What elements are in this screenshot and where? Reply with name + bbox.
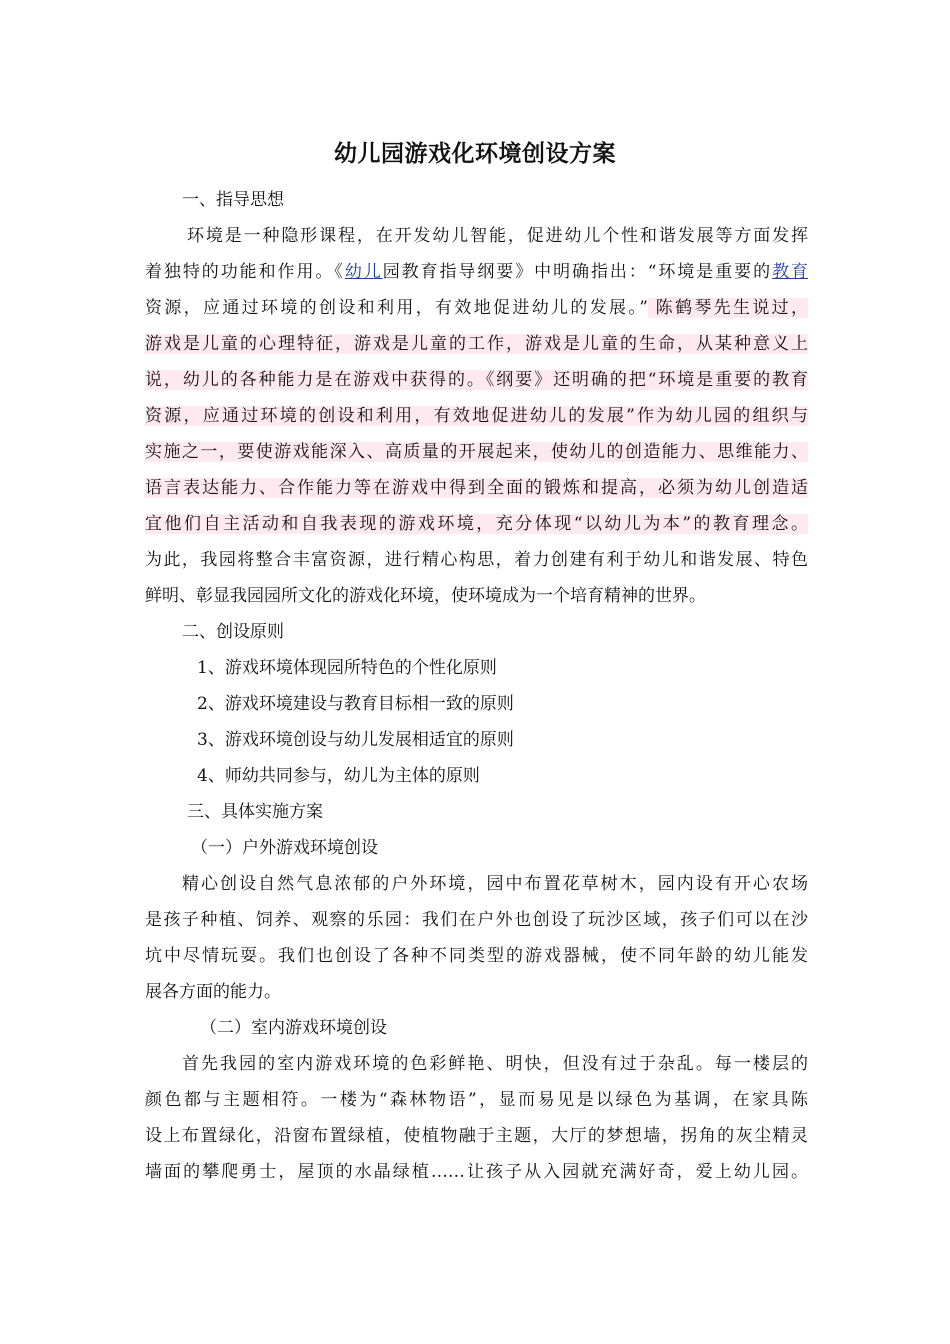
paragraph-line: 是孩子种植、饲养、观察的乐园：我们在户外也创设了玩沙区域，孩子们可以在沙 xyxy=(145,910,808,930)
highlighted-text: 语言表达能力、合作能力等在游戏中得到全面的锻炼和提高，必须为幼儿创造适 xyxy=(145,478,808,498)
section-heading-implementation: 三、具体实施方案 xyxy=(187,802,323,822)
highlighted-text: 陈鹤琴先生说过， xyxy=(647,298,808,318)
highlighted-text: 实施之一，要使游戏能深入、高质量的开展起来，使幼儿的创造能力、思维能力、 xyxy=(145,442,808,462)
hyperlink-youer[interactable]: 幼儿 xyxy=(344,262,383,282)
paragraph-line xyxy=(145,437,808,467)
highlighted-text: 游戏是儿童的心理特征，游戏是儿童的工作，游戏是儿童的生命，从某种意义上 xyxy=(145,334,808,354)
list-item: 2、游戏环境建设与教育目标相一致的原则 xyxy=(197,694,514,714)
text-span: 园教育指导纲要》中明确指出：“环境是重要的 xyxy=(382,262,773,282)
paragraph-line: 为此，我园将整合丰富资源，进行精心构思，着力创建有利于幼儿和谐发展、特色 xyxy=(145,550,808,570)
paragraph-line: 坑中尽情玩耍。我们也创设了各种不同类型的游戏器械，使不同年龄的幼儿能发 xyxy=(145,946,808,966)
section-heading-principles: 二、创设原则 xyxy=(182,622,284,642)
paragraph-line xyxy=(145,257,808,287)
paragraph-line: 墙面的攀爬勇士，屋顶的水晶绿植……让孩子从入园就充满好奇，爱上幼儿园。 xyxy=(145,1162,808,1182)
paragraph-line xyxy=(145,365,808,395)
paragraph-line: 首先我园的室内游戏环境的色彩鲜艳、明快，但没有过于杂乱。每一楼层的 xyxy=(182,1054,808,1074)
highlighted-text: 宜他们自主活动和自我表现的游戏环境，充分体现“以幼儿为本”的教育理念。 xyxy=(145,514,808,534)
subsection-heading-outdoor: （一）户外游戏环境创设 xyxy=(191,838,378,858)
paragraph-line: 设上布置绿化，沿窗布置绿植，使植物融于主题，大厅的梦想墙，拐角的灰尘精灵 xyxy=(145,1126,808,1146)
paragraph-line: 鲜明、彰显我园园所文化的游戏化环境，使环境成为一个培育精神的世界。 xyxy=(145,586,706,606)
highlighted-text: 资源，应通过环境的创设和利用，有效地促进幼儿的发展”作为幼儿园的组织与 xyxy=(145,406,808,426)
highlighted-text: 说，幼儿的各种能力是在游戏中获得的。《纲要》还明确的把“环境是重要的教育 xyxy=(145,370,808,390)
section-heading-guiding-ideology: 一、指导思想 xyxy=(182,190,284,210)
paragraph-line: 颜色都与主题相符。一楼为“森林物语”，显而易见是以绿色为基调，在家具陈 xyxy=(145,1090,808,1110)
subsection-heading-indoor: （二）室内游戏环境创设 xyxy=(200,1018,387,1038)
paragraph-line xyxy=(145,473,808,503)
paragraph-line: 环境是一种隐形课程，在开发幼儿智能，促进幼儿个性和谐发展等方面发挥 xyxy=(187,226,808,246)
text-span: 资源，应通过环境的创设和利用，有效地促进幼儿的发展。” xyxy=(145,298,648,318)
list-item: 1、游戏环境体现园所特色的个性化原则 xyxy=(197,658,497,678)
paragraph-line xyxy=(145,329,808,359)
paragraph-line xyxy=(145,401,808,431)
hyperlink-jiaoyu[interactable]: 教育 xyxy=(772,262,808,282)
document-title: 幼儿园游戏化环境创设方案 xyxy=(334,140,616,167)
paragraph-line: 展各方面的能力。 xyxy=(145,982,281,1002)
paragraph-line: 精心创设自然气息浓郁的户外环境，园中布置花草树木，园内设有开心农场 xyxy=(182,874,808,894)
list-item: 3、游戏环境创设与幼儿发展相适宜的原则 xyxy=(197,730,514,750)
text-span: 着独特的功能和作用。《 xyxy=(145,262,345,282)
paragraph-line xyxy=(145,293,808,323)
paragraph-line xyxy=(145,509,808,539)
list-item: 4、师幼共同参与，幼儿为主体的原则 xyxy=(197,766,480,786)
